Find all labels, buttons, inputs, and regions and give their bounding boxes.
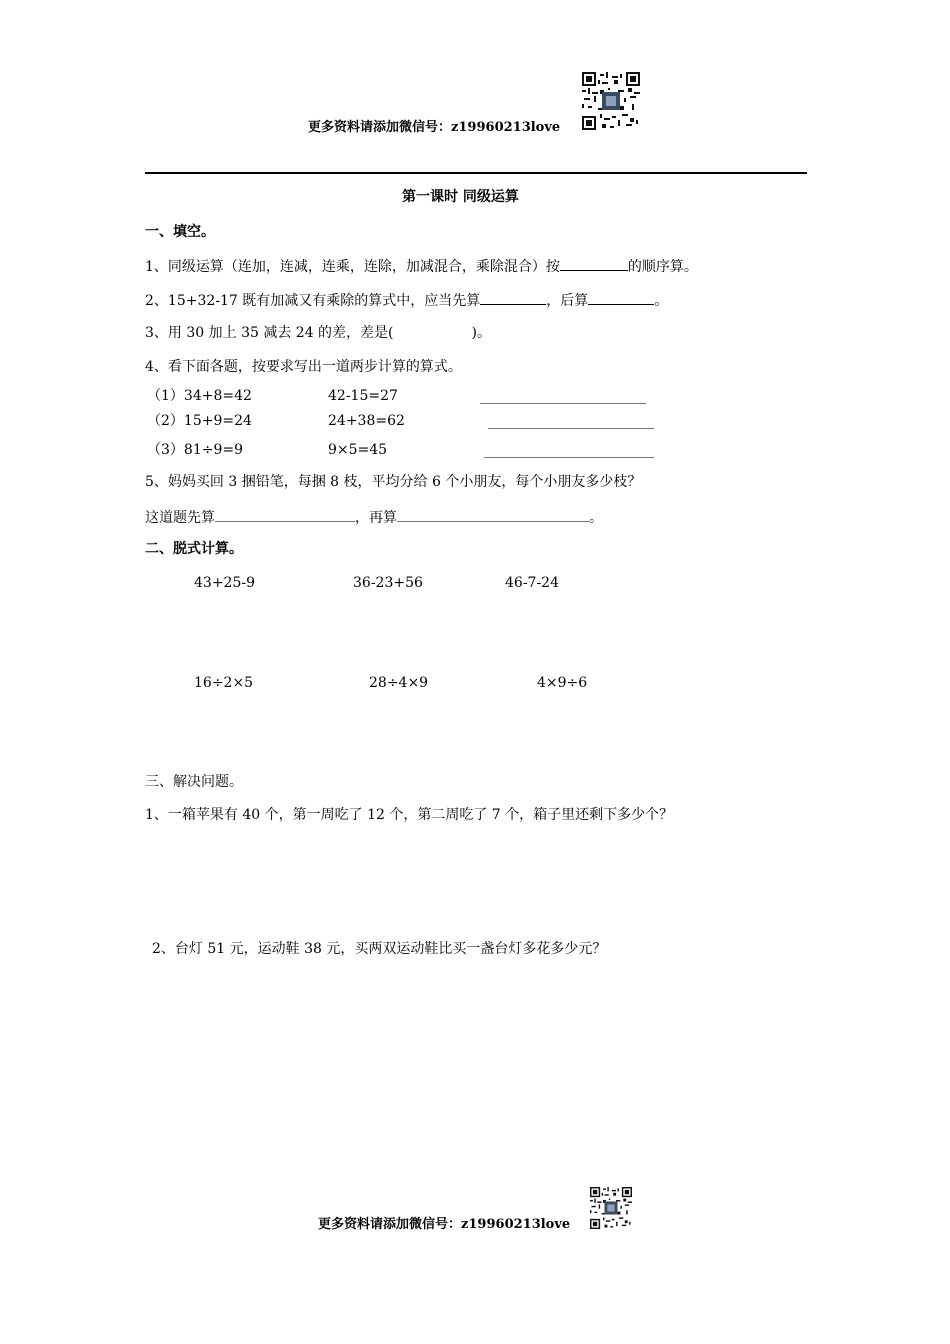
q1-pre-text: 1、同级运算（连加，连减，连乘，连除，加减混合，乘除混合）按 (145, 259, 560, 275)
q2-post-text: 。 (654, 293, 669, 309)
fill-question-5: 5、妈妈买回 3 捆铅笔，每捆 8 枝，平均分给 6 个小朋友，每个小朋友多少枝？ (145, 474, 642, 490)
q4-row-2-answer-line[interactable] (488, 428, 654, 429)
q5-post-text: 。 (589, 510, 603, 526)
q4-row-1-label: （1）34+8=42 (147, 388, 252, 404)
footer-qr-code-icon (590, 1187, 632, 1229)
fill-question-3 (145, 326, 491, 340)
page-title: 第一课时 同级运算 (402, 189, 519, 205)
q1-post-text: 的顺序算。 (627, 259, 698, 275)
header-qr-code-icon (582, 72, 640, 130)
calc-4: 16÷2×5 (194, 675, 254, 691)
q4-row-3-label: （3）81÷9=9 (147, 442, 243, 458)
header-wechat-text: 更多资料请添加微信号：z19960213love (308, 120, 561, 135)
q5-pre-text: 这道题先算 (145, 510, 215, 526)
q5-first-blank[interactable] (215, 509, 355, 522)
q2-first-blank[interactable] (480, 292, 546, 305)
fill-question-4: 4、看下面各题，按要求写出一道两步计算的算式。 (145, 359, 462, 375)
q5-answer-line (145, 509, 603, 525)
q4-row-3-second: 9×5=45 (328, 442, 388, 458)
footer-wechat-text: 更多资料请添加微信号：z19960213love (318, 1217, 571, 1232)
calc-2: 36-23+56 (353, 575, 423, 591)
q5-second-blank[interactable] (397, 509, 589, 522)
problem-2: 2、台灯 51 元，运动鞋 38 元，买两双运动鞋比买一盏台灯多花多少元？ (152, 941, 607, 957)
header-divider (145, 172, 807, 174)
q4-row-2-label: （2）15+9=24 (147, 413, 252, 429)
section3-heading: 三、解决问题。 (145, 774, 243, 790)
calc-1: 43+25-9 (194, 575, 255, 591)
fill-question-1 (145, 258, 698, 274)
calc-5: 28÷4×9 (369, 675, 429, 691)
q2-pre-text: 2、15+32-17 既有加减又有乘除的算式中，应当先算 (145, 293, 481, 309)
problem-1: 1、一箱苹果有 40 个，第一周吃了 12 个，第二周吃了 7 个，箱子里还剩下多少个？ (145, 807, 674, 823)
q3-post-text: )。 (471, 325, 491, 341)
q4-row-3-answer-line[interactable] (484, 457, 654, 458)
fill-question-2 (145, 292, 668, 308)
calc-6: 4×9÷6 (537, 675, 588, 691)
q4-row-2-second: 24+38=62 (328, 413, 405, 429)
section1-heading: 一、填空。 (145, 224, 215, 240)
q4-row-1-answer-line[interactable] (480, 403, 646, 404)
q4-row-1-second: 42-15=27 (328, 388, 398, 404)
q5-mid-text: ，再算 (355, 510, 397, 526)
calc-3: 46-7-24 (505, 575, 559, 591)
q3-pre-text: 3、用 30 加上 35 减去 24 的差，差是( (145, 325, 394, 341)
q2-mid-text: ，后算 (546, 293, 589, 309)
q1-answer-blank[interactable] (560, 258, 628, 271)
q2-second-blank[interactable] (588, 292, 654, 305)
section2-heading: 二、脱式计算。 (145, 541, 243, 557)
